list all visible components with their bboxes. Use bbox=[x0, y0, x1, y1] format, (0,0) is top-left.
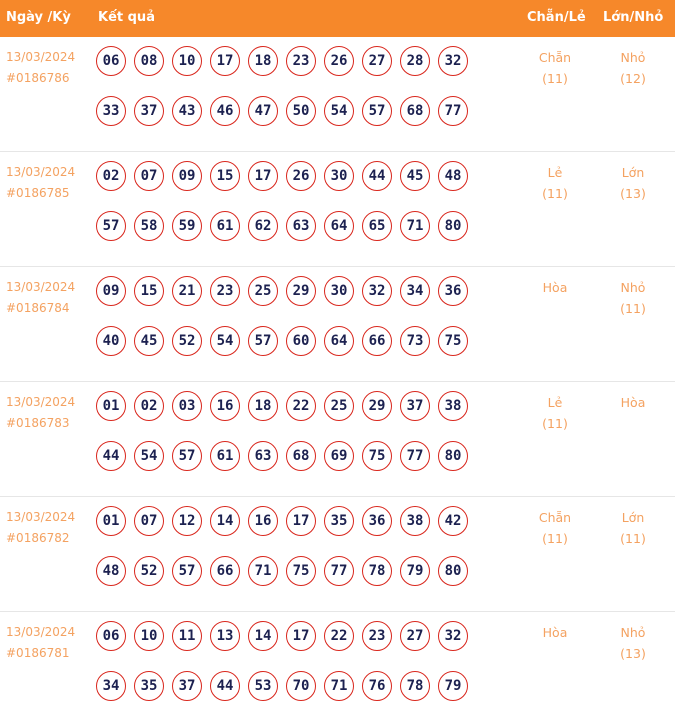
number-ball: 35 bbox=[134, 671, 164, 701]
parity-count: (11) bbox=[542, 186, 568, 201]
number-ball: 64 bbox=[324, 211, 354, 241]
draw-date: 13/03/2024 bbox=[6, 165, 76, 179]
header-parity-label: Chẵn/Lẻ bbox=[527, 10, 586, 25]
number-ball: 22 bbox=[324, 621, 354, 651]
number-ball: 26 bbox=[286, 161, 316, 191]
number-ball: 01 bbox=[96, 506, 126, 536]
size-value: Hòa bbox=[620, 395, 646, 410]
number-ball: 77 bbox=[438, 96, 468, 126]
number-ball: 33 bbox=[96, 96, 126, 126]
parity-cell bbox=[525, 507, 585, 549]
date-cell bbox=[6, 507, 75, 549]
number-ball: 22 bbox=[286, 391, 316, 421]
number-ball: 77 bbox=[324, 556, 354, 586]
table-row bbox=[0, 152, 675, 267]
number-ball: 37 bbox=[134, 96, 164, 126]
number-ball: 54 bbox=[134, 441, 164, 471]
result-numbers bbox=[96, 275, 476, 375]
parity-value: Lẻ bbox=[547, 165, 563, 180]
number-ball: 52 bbox=[172, 326, 202, 356]
size-value: Nhỏ bbox=[620, 280, 646, 295]
parity-value: Chẵn bbox=[538, 510, 572, 525]
number-ball: 08 bbox=[134, 46, 164, 76]
number-ball: 10 bbox=[134, 621, 164, 651]
draw-id: #0186784 bbox=[6, 301, 70, 315]
date-cell bbox=[6, 277, 75, 319]
number-ball: 57 bbox=[362, 96, 392, 126]
number-ball: 43 bbox=[172, 96, 202, 126]
number-ball: 29 bbox=[286, 276, 316, 306]
number-ball: 12 bbox=[172, 506, 202, 536]
number-ball: 79 bbox=[438, 671, 468, 701]
number-ball: 63 bbox=[286, 211, 316, 241]
number-ball: 75 bbox=[286, 556, 316, 586]
number-ball: 34 bbox=[400, 276, 430, 306]
table-body bbox=[0, 37, 675, 726]
parity-count: (11) bbox=[542, 531, 568, 546]
number-ball: 32 bbox=[438, 46, 468, 76]
number-ball: 65 bbox=[362, 211, 392, 241]
number-ball: 54 bbox=[210, 326, 240, 356]
size-cell bbox=[603, 507, 663, 549]
number-ball: 28 bbox=[400, 46, 430, 76]
size-count: (12) bbox=[620, 71, 646, 86]
number-ball: 34 bbox=[96, 671, 126, 701]
number-ball: 26 bbox=[324, 46, 354, 76]
size-value: Lớn bbox=[621, 510, 645, 525]
number-ball: 78 bbox=[400, 671, 430, 701]
number-ball: 38 bbox=[438, 391, 468, 421]
number-ball: 71 bbox=[248, 556, 278, 586]
table-row bbox=[0, 267, 675, 382]
number-ball: 53 bbox=[248, 671, 278, 701]
number-ball: 46 bbox=[210, 96, 240, 126]
number-ball: 27 bbox=[362, 46, 392, 76]
number-ball: 32 bbox=[362, 276, 392, 306]
number-ball: 70 bbox=[286, 671, 316, 701]
number-ball: 75 bbox=[438, 326, 468, 356]
number-ball: 18 bbox=[248, 46, 278, 76]
parity-count: (11) bbox=[542, 71, 568, 86]
number-ball: 57 bbox=[172, 556, 202, 586]
number-ball: 80 bbox=[438, 556, 468, 586]
header-result-label: Kết quả bbox=[98, 10, 155, 25]
table-row bbox=[0, 382, 675, 497]
number-ball: 01 bbox=[96, 391, 126, 421]
number-ball: 79 bbox=[400, 556, 430, 586]
draw-id: #0186782 bbox=[6, 531, 70, 545]
number-ball: 60 bbox=[286, 326, 316, 356]
number-ball: 37 bbox=[172, 671, 202, 701]
draw-date: 13/03/2024 bbox=[6, 280, 76, 294]
size-count: (13) bbox=[620, 186, 646, 201]
number-ball: 15 bbox=[134, 276, 164, 306]
size-cell bbox=[603, 392, 663, 413]
number-ball: 30 bbox=[324, 276, 354, 306]
number-ball: 11 bbox=[172, 621, 202, 651]
parity-value: Chẵn bbox=[538, 50, 572, 65]
number-ball: 30 bbox=[324, 161, 354, 191]
number-ball: 03 bbox=[172, 391, 202, 421]
date-cell bbox=[6, 622, 75, 664]
header-size-label: Lớn/Nhỏ bbox=[603, 10, 664, 25]
number-ball: 02 bbox=[96, 161, 126, 191]
number-ball: 14 bbox=[210, 506, 240, 536]
draw-date: 13/03/2024 bbox=[6, 510, 76, 524]
number-ball: 16 bbox=[248, 506, 278, 536]
number-ball: 14 bbox=[248, 621, 278, 651]
number-ball: 80 bbox=[438, 441, 468, 471]
number-ball: 45 bbox=[134, 326, 164, 356]
number-ball: 47 bbox=[248, 96, 278, 126]
date-cell bbox=[6, 392, 75, 434]
size-count: (11) bbox=[620, 531, 646, 546]
number-ball: 61 bbox=[210, 211, 240, 241]
number-ball: 25 bbox=[248, 276, 278, 306]
number-ball: 63 bbox=[248, 441, 278, 471]
number-ball: 78 bbox=[362, 556, 392, 586]
draw-id: #0186783 bbox=[6, 416, 70, 430]
date-cell bbox=[6, 47, 75, 89]
number-ball: 52 bbox=[134, 556, 164, 586]
number-ball: 66 bbox=[210, 556, 240, 586]
size-cell bbox=[603, 277, 663, 319]
number-ball: 71 bbox=[324, 671, 354, 701]
size-count: (13) bbox=[620, 646, 646, 661]
number-ball: 09 bbox=[96, 276, 126, 306]
number-ball: 57 bbox=[248, 326, 278, 356]
number-ball: 44 bbox=[210, 671, 240, 701]
draw-id: #0186786 bbox=[6, 71, 70, 85]
number-ball: 71 bbox=[400, 211, 430, 241]
number-ball: 18 bbox=[248, 391, 278, 421]
table-header bbox=[0, 0, 675, 37]
size-value: Nhỏ bbox=[620, 50, 646, 65]
number-ball: 16 bbox=[210, 391, 240, 421]
number-ball: 62 bbox=[248, 211, 278, 241]
draw-date: 13/03/2024 bbox=[6, 50, 76, 64]
number-ball: 75 bbox=[362, 441, 392, 471]
number-ball: 25 bbox=[324, 391, 354, 421]
table-row bbox=[0, 612, 675, 726]
number-ball: 48 bbox=[96, 556, 126, 586]
number-ball: 77 bbox=[400, 441, 430, 471]
number-ball: 68 bbox=[286, 441, 316, 471]
number-ball: 06 bbox=[96, 46, 126, 76]
number-ball: 27 bbox=[400, 621, 430, 651]
parity-cell bbox=[525, 277, 585, 298]
parity-cell bbox=[525, 622, 585, 643]
result-numbers bbox=[96, 45, 476, 145]
number-ball: 35 bbox=[324, 506, 354, 536]
result-numbers bbox=[96, 160, 476, 260]
parity-value: Hòa bbox=[542, 280, 568, 295]
number-ball: 44 bbox=[362, 161, 392, 191]
number-ball: 64 bbox=[324, 326, 354, 356]
draw-id: #0186781 bbox=[6, 646, 70, 660]
number-ball: 17 bbox=[286, 506, 316, 536]
number-ball: 80 bbox=[438, 211, 468, 241]
size-cell bbox=[603, 162, 663, 204]
number-ball: 50 bbox=[286, 96, 316, 126]
number-ball: 58 bbox=[134, 211, 164, 241]
date-cell bbox=[6, 162, 75, 204]
number-ball: 59 bbox=[172, 211, 202, 241]
number-ball: 38 bbox=[400, 506, 430, 536]
number-ball: 69 bbox=[324, 441, 354, 471]
draw-date: 13/03/2024 bbox=[6, 625, 76, 639]
parity-cell bbox=[525, 392, 585, 434]
number-ball: 23 bbox=[362, 621, 392, 651]
number-ball: 17 bbox=[286, 621, 316, 651]
number-ball: 21 bbox=[172, 276, 202, 306]
number-ball: 09 bbox=[172, 161, 202, 191]
number-ball: 37 bbox=[400, 391, 430, 421]
number-ball: 07 bbox=[134, 161, 164, 191]
number-ball: 17 bbox=[210, 46, 240, 76]
result-numbers bbox=[96, 505, 476, 605]
number-ball: 57 bbox=[96, 211, 126, 241]
table-row bbox=[0, 37, 675, 152]
number-ball: 36 bbox=[438, 276, 468, 306]
parity-value: Hòa bbox=[542, 625, 568, 640]
number-ball: 40 bbox=[96, 326, 126, 356]
number-ball: 13 bbox=[210, 621, 240, 651]
size-cell bbox=[603, 47, 663, 89]
number-ball: 44 bbox=[96, 441, 126, 471]
draw-id: #0186785 bbox=[6, 186, 70, 200]
number-ball: 68 bbox=[400, 96, 430, 126]
size-value: Nhỏ bbox=[620, 625, 646, 640]
number-ball: 07 bbox=[134, 506, 164, 536]
number-ball: 10 bbox=[172, 46, 202, 76]
number-ball: 23 bbox=[210, 276, 240, 306]
number-ball: 42 bbox=[438, 506, 468, 536]
draw-date: 13/03/2024 bbox=[6, 395, 76, 409]
number-ball: 15 bbox=[210, 161, 240, 191]
number-ball: 32 bbox=[438, 621, 468, 651]
number-ball: 36 bbox=[362, 506, 392, 536]
number-ball: 48 bbox=[438, 161, 468, 191]
header-date-label: Ngày /Kỳ bbox=[6, 10, 71, 25]
number-ball: 06 bbox=[96, 621, 126, 651]
size-count: (11) bbox=[620, 301, 646, 316]
number-ball: 02 bbox=[134, 391, 164, 421]
parity-count: (11) bbox=[542, 416, 568, 431]
parity-cell bbox=[525, 47, 585, 89]
number-ball: 29 bbox=[362, 391, 392, 421]
parity-cell bbox=[525, 162, 585, 204]
result-numbers bbox=[96, 620, 476, 720]
table-row bbox=[0, 497, 675, 612]
number-ball: 73 bbox=[400, 326, 430, 356]
parity-value: Lẻ bbox=[547, 395, 563, 410]
size-value: Lớn bbox=[621, 165, 645, 180]
size-cell bbox=[603, 622, 663, 664]
number-ball: 61 bbox=[210, 441, 240, 471]
number-ball: 54 bbox=[324, 96, 354, 126]
number-ball: 57 bbox=[172, 441, 202, 471]
number-ball: 45 bbox=[400, 161, 430, 191]
number-ball: 17 bbox=[248, 161, 278, 191]
number-ball: 76 bbox=[362, 671, 392, 701]
number-ball: 23 bbox=[286, 46, 316, 76]
number-ball: 66 bbox=[362, 326, 392, 356]
result-numbers bbox=[96, 390, 476, 490]
